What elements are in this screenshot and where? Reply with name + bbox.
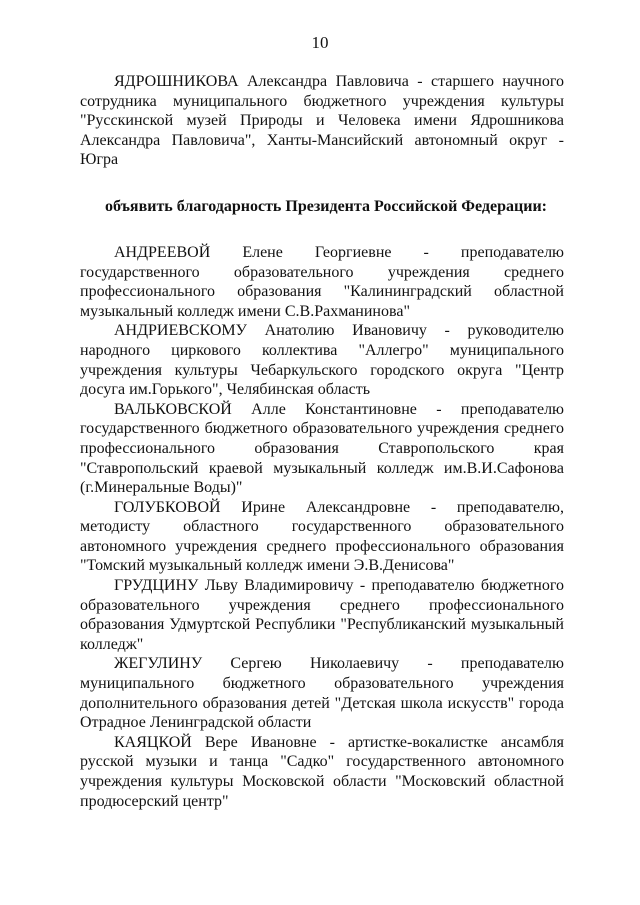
- award-entry-kayatskaya: КАЯЦКОЙ Вере Ивановне - артистке-вокалистке ансамбля русской музыки и танца "Садко" государственного автономного учреждения культуры Московской области "Московский областной продюсерский центр": [80, 733, 564, 810]
- section-heading: объявить благодарность Президента Российской Федерации:: [105, 197, 547, 215]
- document-body: [80, 72, 564, 811]
- page-number: 10: [311, 33, 329, 52]
- award-entry-zhegulin: ЖЕГУЛИНУ Сергею Николаевичу - преподавателю муниципального бюджетного образовательного учреждения дополнительного образования детей "Детская школа искусств" города Отрадное Ленинградской области: [80, 655, 564, 732]
- award-entry-andreeva: АНДРЕЕВОЙ Елене Георгиевне - преподавателю государственного образовательного учреждения среднего профессионального образования "Калининградский областной музыкальный колледж имени С.В.Рахманинова": [80, 243, 564, 320]
- award-entry-grudtsin: ГРУДЦИНУ Льву Владимировичу - преподавателю бюджетного образовательного учреждения среднего профессионального образования Удмуртской Республики "Республиканский музыкальный колледж": [80, 577, 564, 653]
- award-entry-golubkova: ГОЛУБКОВОЙ Ирине Александровне - преподавателю, методисту областного государственного образовательного автономного учреждения среднего профессионального образования "Томский музыкальный колледж имени Э.В.Денисова": [80, 498, 564, 575]
- award-entry-valkovskaya: ВАЛЬКОВСКОЙ Алле Константиновне - преподавателю государственного бюджетного образовательного учреждения среднего профессионального образования Ставропольского края "Ставропольский краевой музыкальный колледж им.В.И.Сафонова (г.Минеральные Воды)": [80, 400, 564, 497]
- award-entry-andrievsky: АНДРИЕВСКОМУ Анатолию Ивановичу - руководителю народного циркового коллектива "Аллегро" муниципального учреждения культуры Чебаркульского городского округа "Центр досуга им.Горького", Челябинская область: [80, 322, 564, 399]
- award-entry-yadroshnikova: ЯДРОШНИКОВА Александра Павловича - старшего научного сотрудника муниципального бюджетного учреждения культуры "Русскинской музей Природы и Человека имени Ядрошникова Александра Павловича", Ханты-Мансийский автономный округ - Югра: [80, 73, 564, 169]
